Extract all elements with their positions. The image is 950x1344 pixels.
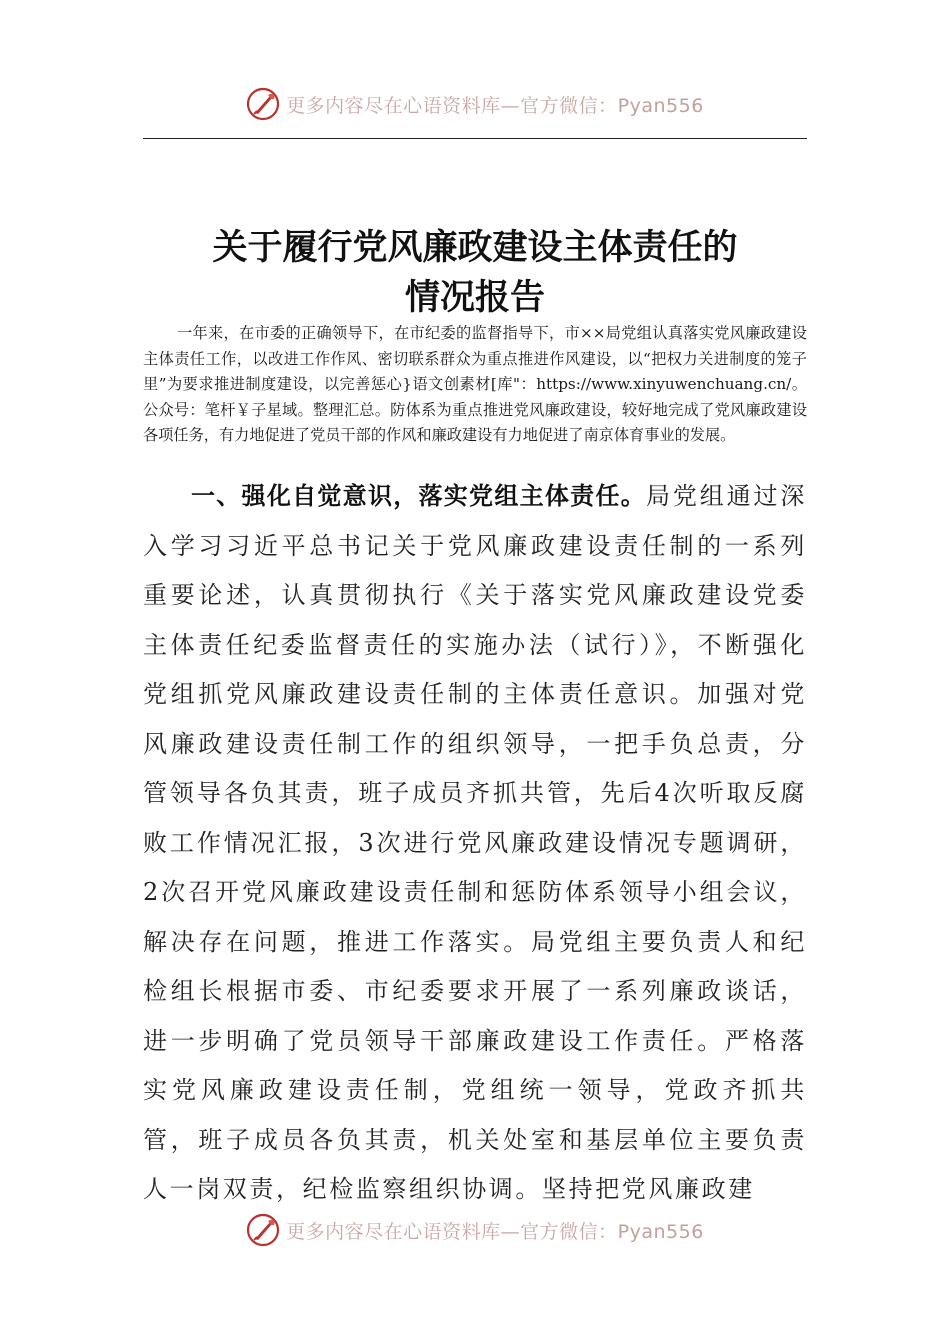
- watermark-text: 更多内容尽在心语资料库—官方微信：Pyan556: [286, 94, 704, 117]
- watermark-banner-bottom: [0, 1210, 950, 1250]
- section-1-text: 局党组通过深入学习习近平总书记关于党风廉政建设责任制的一系列重要论述，认真贯彻执行《关于落实党风廉政建设党委主体责任纪委监督责任的实施办法（试行）》，不断强化党组抓党风廉政建设责任制的主体责任意识。加强对党风廉政建设责任制工作的组织领导，一把手负总责，分管领导各负其责，班子成员齐抓共管，先后4次听取反腐败工作情况汇报，3次进行党风廉政建设情况专题调研，2次召开党风廉政建设责任制和惩防体系领导小组会议，解决存在问题，推进工作落实。局党组主要负责人和纪检组长根据市委、市纪委要求开展了一系列廉政谈话，进一步明确了党员领导干部廉政建设工作责任。严格落实党风廉政建设责任制，党组统一领导，党政齐抓共管，班子成员各负其责，机关处室和基层单位主要负责人一岗双责，纪检监察组织协调。坚持把党风廉政建: [143, 482, 807, 1203]
- section-1: [143, 472, 807, 1215]
- intro-paragraph: [143, 321, 807, 449]
- section-1-heading: 一、强化自觉意识，落实党组主体责任。: [191, 482, 646, 510]
- quill-logo-icon: [246, 87, 280, 121]
- document-title-line-1: 关于履行党风廉政建设主体责任的: [212, 228, 738, 268]
- watermark-banner-top: [0, 84, 950, 124]
- watermark-wechat-id: Pyan556: [617, 94, 704, 117]
- section-1-paragraph: [143, 472, 807, 1215]
- document-title-line-2: 情况报告: [404, 278, 545, 318]
- watermark-text: 更多内容尽在心语资料库—官方微信：Pyan556: [286, 1220, 704, 1243]
- watermark-wechat-id: Pyan556: [617, 1220, 704, 1243]
- quill-logo-icon: [246, 1213, 280, 1247]
- header-divider: [143, 138, 807, 139]
- intro-text: 一年来，在市委的正确领导下，在市纪委的监督指导下，市××局党组认真落实党风廉政建设主体责任工作，以改进工作作风、密切联系群众为重点推进作风建设，以“把权力关进制度的笼子里”为要求推进制度建设，以完善惩心}语文创素材[库"：https://www.xinyuwenchuang.cn/。公众号：笔杆￥子星域。整理汇总。防体系为重点推进党风廉政建设，较好地完成了党风廉政建设各项任务，有力地促进了党员干部的作风和廉政建设有力地促进了南京体育事业的发展。: [143, 324, 807, 445]
